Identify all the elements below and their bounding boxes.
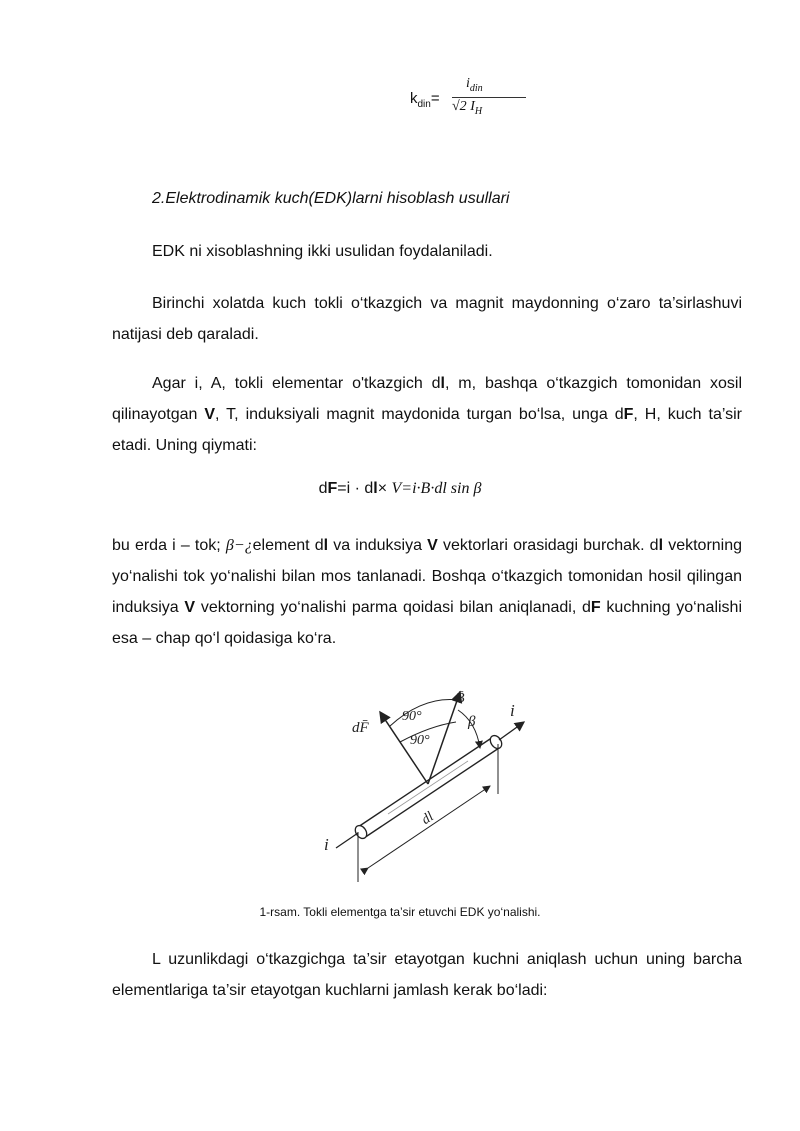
section-heading: 2.Elektrodinamik kuch(EDK)larni hisoblash usullari (152, 190, 510, 207)
p4-text-b: element d (252, 537, 324, 554)
label-b: B̄ (456, 691, 465, 706)
numerator-i: i (466, 76, 470, 91)
p3-bold-l: l (440, 375, 445, 392)
label-i-bottom: i (324, 835, 329, 854)
label-df: dF̄ (352, 720, 369, 736)
p4-beta: β−¿ (225, 537, 253, 554)
p4-text-l: kuchning yo‘nalishi esa – chap qo‘l qoidasiga ko‘ra. (112, 599, 742, 647)
p4-text-f: vektorlari orasidagi burchak. d (437, 537, 659, 554)
p3-bold-f: F (623, 406, 634, 423)
current-in-arrow (336, 833, 358, 848)
p3-text-c: , m, bashqa o‘tkazgich tomonidan xosil qilinayotgan (112, 375, 742, 423)
denominator-I: I (470, 99, 475, 114)
p4-text-h: vektorning yo‘nalishi tok yo‘nalishi bilan mos tanlanadi. Boshqa o‘tkazgich tomonidan hosil qilingan induksiya (112, 537, 743, 616)
p3-text-g: , H, kuch ta’sir etadi. Uning qiymati: (112, 406, 743, 454)
kdin-lhs (410, 90, 440, 110)
p3-text-e: , T, induksiyali magnit maydonida turgan bo‘lsa, unga d (215, 406, 624, 423)
force-formula (0, 480, 800, 498)
denominator-radical: √2 (452, 99, 467, 114)
p4-text-d: va induksiya (328, 537, 428, 554)
ff-F: F (327, 480, 338, 497)
ff-expression: V=i·B·dl sin β (391, 480, 482, 497)
label-90-inner: 90° (410, 733, 430, 748)
current-out-arrow (499, 722, 524, 740)
fraction-bar (452, 97, 526, 98)
label-90-outer: 90° (402, 709, 422, 724)
kdin-k: k (410, 90, 418, 107)
p4-bold-f: F (590, 599, 601, 616)
fraction-denominator (452, 99, 482, 117)
label-i-top: i (510, 701, 515, 720)
paragraph-2: Birinchi xolatda kuch tokli o‘tkazgich va magnit maydonning o‘zaro ta’sirlashuvi natijasi deb qaraladi. (112, 295, 742, 343)
p3-text-a: Agar i, A, tokli elementar o'tkazgich d (152, 375, 441, 392)
outer-90-arc (390, 700, 458, 726)
numerator-sub: din (469, 82, 483, 94)
p4-bold-l2: l (658, 537, 664, 554)
kdin-equals: = (430, 90, 440, 107)
edk-direction-figure (318, 682, 538, 887)
p4-text-j: vektorning yo‘nalishi parma qoidasi bilan aniqlanadi, d (195, 599, 591, 616)
paragraph-3 (112, 368, 742, 461)
ff-cross: × (377, 480, 392, 497)
paragraph-1: EDK ni xisoblashning ikki usulidan foydalaniladi. (152, 243, 493, 260)
ff-i-dot-d: =i · d (337, 480, 374, 497)
ff-l: l (373, 480, 378, 497)
fraction-numerator (466, 76, 483, 94)
paragraph-5: L uzunlikdagi o‘tkazgichga ta’sir etayotgan kuchni aniqlash uchun uning barcha elementlariga ta’sir etayotgan kuchlarni jamlash kerak bo‘ladi: (112, 951, 742, 999)
denominator-sub: H (474, 105, 483, 117)
ff-d: d (318, 480, 328, 497)
paragraph-4 (112, 530, 742, 654)
kdin-sub: din (417, 99, 431, 110)
p4-text-a: bu erda i – tok; (112, 537, 226, 554)
figure-caption: 1-rsam. Tokli elementga ta’sir etuvchi EDK yo‘nalishi. (259, 905, 541, 919)
p3-bold-v: V (204, 406, 216, 423)
p4-bold-v1: V (427, 537, 438, 554)
dl-dimension-line (368, 786, 490, 868)
p4-bold-v2: V (184, 599, 196, 616)
label-beta: β (468, 714, 476, 730)
label-dl: dl (419, 809, 437, 828)
p4-bold-l1: l (323, 537, 329, 554)
